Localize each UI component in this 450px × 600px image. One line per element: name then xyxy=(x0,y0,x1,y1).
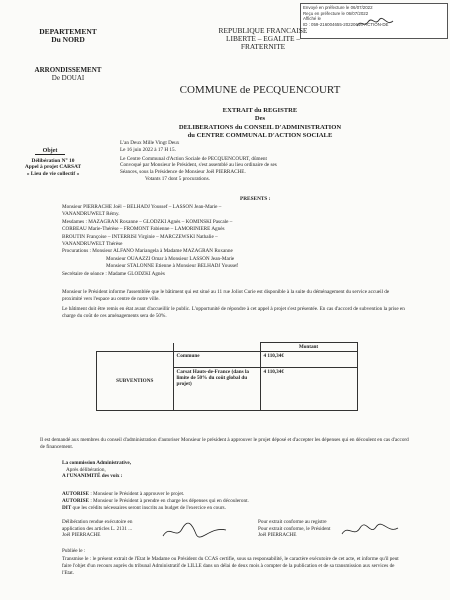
stamp-line-id: ID : 059-216004655-20220616-ACTION-DE xyxy=(303,21,389,27)
objet-subject-detail: « Lieu de vie collectif » xyxy=(26,170,80,177)
table-cell-commune: Commune xyxy=(173,352,260,368)
republic-motto: LIBERTE – EGALITE – FRATERNITE xyxy=(225,34,301,51)
members-list xyxy=(62,204,412,278)
decision-label: DIT xyxy=(62,505,72,511)
decision-item xyxy=(62,505,407,512)
footer-left-line-2: application des articles L. 2131 ... xyxy=(62,525,133,532)
subsidy-table xyxy=(96,342,358,411)
intro-line-2: Le 16 juin 2022 à 17 H 15. xyxy=(120,146,176,153)
stamp-line-posted: Affiché le xyxy=(303,16,321,22)
table-row xyxy=(97,352,358,368)
commission-block xyxy=(62,460,262,480)
extrait-line-2: Des xyxy=(254,115,266,123)
decision-label: AUTORISE xyxy=(62,498,90,504)
footer-right-line-2: Pour extrait conforme, le Président xyxy=(258,525,331,532)
table-cell-commune-amount: 4 110,34€ xyxy=(260,352,357,368)
extrait-line-4: du CENTRE COMMUNAL D'ACTION SOCIALE xyxy=(187,131,333,139)
table-cell-carsat: Carsat Hauts-de-France (dans la limite de 50% du coût global du projet) xyxy=(173,368,260,411)
presents-title: PRESENTS : xyxy=(240,196,271,202)
signature-left-icon xyxy=(160,520,230,542)
decision-text: que les crédits nécessaires seront inscrits au budget de l'exercice en cours. xyxy=(72,505,226,511)
decision-text: : Monsieur le Président à approuver le projet. xyxy=(90,491,185,497)
members-line-6: VANANDRUWELT Thérèse xyxy=(62,241,123,248)
published-date: Publiée le : xyxy=(62,548,86,554)
members-line-2: VANANDRUWELT Rémy. xyxy=(62,211,120,218)
members-line-5: BROUTIN Françoise – INTERRISI Virginie – MARCZEWSKI Nathalie – xyxy=(62,233,218,240)
footer-left-signatory: Joël PIERRACHE xyxy=(62,532,101,539)
members-line-10: Secrétaire de séance : Madame GLODZKI Agnès xyxy=(62,270,165,277)
signature-right-icon xyxy=(340,522,400,540)
decision-item xyxy=(62,491,407,498)
intro-line-3: Le Centre Communal d'Action Sociale de PECQUENCOURT, dûment xyxy=(120,155,267,162)
paragraph-request: Il est demandé aux membres du conseil d'administration d'autoriser Monsieur le président à approuver le projet déposé et d'accepter les dépenses qui en découlent en cas d'accord de financement. xyxy=(40,437,409,450)
objet-block xyxy=(18,158,88,177)
members-line-1: Monsieur PIERRACHE Joël – BELHADJ Youssef – LASSON Jean-Marie – xyxy=(62,204,222,210)
members-line-3: Mesdames : MAZAGRAN Roxanne – GLODZKI Agnès – KOMINSKI Pascale – xyxy=(62,218,233,225)
intro-line-5: Séances, sous la Présidence de Monsieur Joël PIERRACHE. xyxy=(120,169,246,176)
table-corner xyxy=(173,343,260,352)
arrondissement-block xyxy=(18,66,118,82)
table-cell-carsat-amount: 4 110,34€ xyxy=(260,368,357,411)
intro-line-6: Votants 17 dont 5 procurations. xyxy=(145,175,210,182)
table-corner xyxy=(97,343,174,352)
paragraph-presentation: Monsieur le Président informe l'assemblée que le bâtiment qui est situé au 11 rue Joliot Curie est disponible à la suite du déménagement du service accueil de proximité vers l'espace au centre de notre ville. xyxy=(62,289,390,302)
footer-right-line-1: Pour extrait conforme au registre xyxy=(258,519,327,525)
commission-line-1: La commission Administrative, xyxy=(62,460,132,466)
footer-right-signatory: Joël PIERRACHE xyxy=(258,532,297,539)
department-name: Du NORD xyxy=(51,35,85,44)
arrondissement-name: De DOUAI xyxy=(51,74,85,82)
members-line-4: CORBEAU Marie-Thérèse – FROMONT Fabienne – LAMORINIERE Agnès xyxy=(62,226,225,233)
department-header xyxy=(18,28,118,44)
intro-line-4: Convoqué par Monsieur le Président, s'est assemblé au lieu ordinaire de ses xyxy=(120,162,277,169)
decision-block xyxy=(62,491,407,512)
members-line-9: Monsieur STALONNE Etienne à Monsieur BELHADJ Youssef xyxy=(106,263,238,270)
commission-line-2: Après délibération, xyxy=(66,466,106,473)
extrait-heading xyxy=(140,107,380,140)
members-line-8: Monsieur OUAAZZI Omar à Monsieur LASSON Jean-Marie xyxy=(106,255,235,262)
objet-subject: Appel à projet CARSAT xyxy=(24,164,82,171)
commission-line-3: A l'UNANIMITÉ des voix : xyxy=(62,473,123,480)
department-label: DEPARTEMENT xyxy=(39,27,97,36)
transmission-notice: Transmise le : le présent extrait de l'Etat le Madame ou Président du CCAS certifie, sous sa responsabilité, le caractère exécutoire de cet acte, et informe qu'il peut faire l'objet d'un recours auprès du tribunal Administratif de LILLE dans un délai de deux mois à compter de la publication et de sa transmission aux services de l'Etat. xyxy=(62,556,399,576)
extrait-line-3: DELIBERATIONS du CONSEIL D'ADMINISTRATION xyxy=(178,123,342,131)
decision-item xyxy=(62,498,407,505)
commune-title: COMMUNE de PECQUENCOURT xyxy=(179,84,341,96)
stamp-line-received: Reçu en préfecture le 06/07/2022 xyxy=(303,10,369,16)
intro-line-1: L'an Deux Mille Vingt Deux xyxy=(120,140,180,146)
table-row xyxy=(97,343,358,352)
decision-label: AUTORISE xyxy=(62,491,90,497)
footer-left-line-1: Délibération rendue exécutoire en xyxy=(62,519,133,525)
objet-title: Objet xyxy=(35,148,65,155)
stamp-signature-icon xyxy=(355,17,395,29)
arrondissement-label: ARRONDISSEMENT xyxy=(34,66,102,74)
session-intro xyxy=(120,140,410,183)
objet-deliberation-number: Délibération N° 10 xyxy=(31,158,75,164)
extrait-line-1: EXTRAIT du REGISTRE xyxy=(222,107,298,114)
table-label-subventions: SUBVENTIONS xyxy=(97,352,174,411)
paragraph-context: Le bâtiment doit être remis en état avant d'accueillir le public. L'opportunité de répondre à cet appel à projet s'est présentée. En cas d'accord de subvention la prise en charge du coût de ces aménagements sera de 50%. xyxy=(62,306,405,319)
decision-text: : Monsieur le Président à prendre en charge les dépenses qui en découleront. xyxy=(90,498,249,504)
members-line-7: Procurations : Monsieur ALFANO Mariangela à Madame MAZAGRAN Roxanne xyxy=(62,248,233,255)
republic-title: REPUBLIQUE FRANCAISE xyxy=(218,26,308,35)
stamp-line-sent: Envoyé en préfecture le 06/07/2022 xyxy=(303,5,373,10)
republic-header xyxy=(208,27,318,51)
table-header-amount: Montant xyxy=(260,343,357,352)
